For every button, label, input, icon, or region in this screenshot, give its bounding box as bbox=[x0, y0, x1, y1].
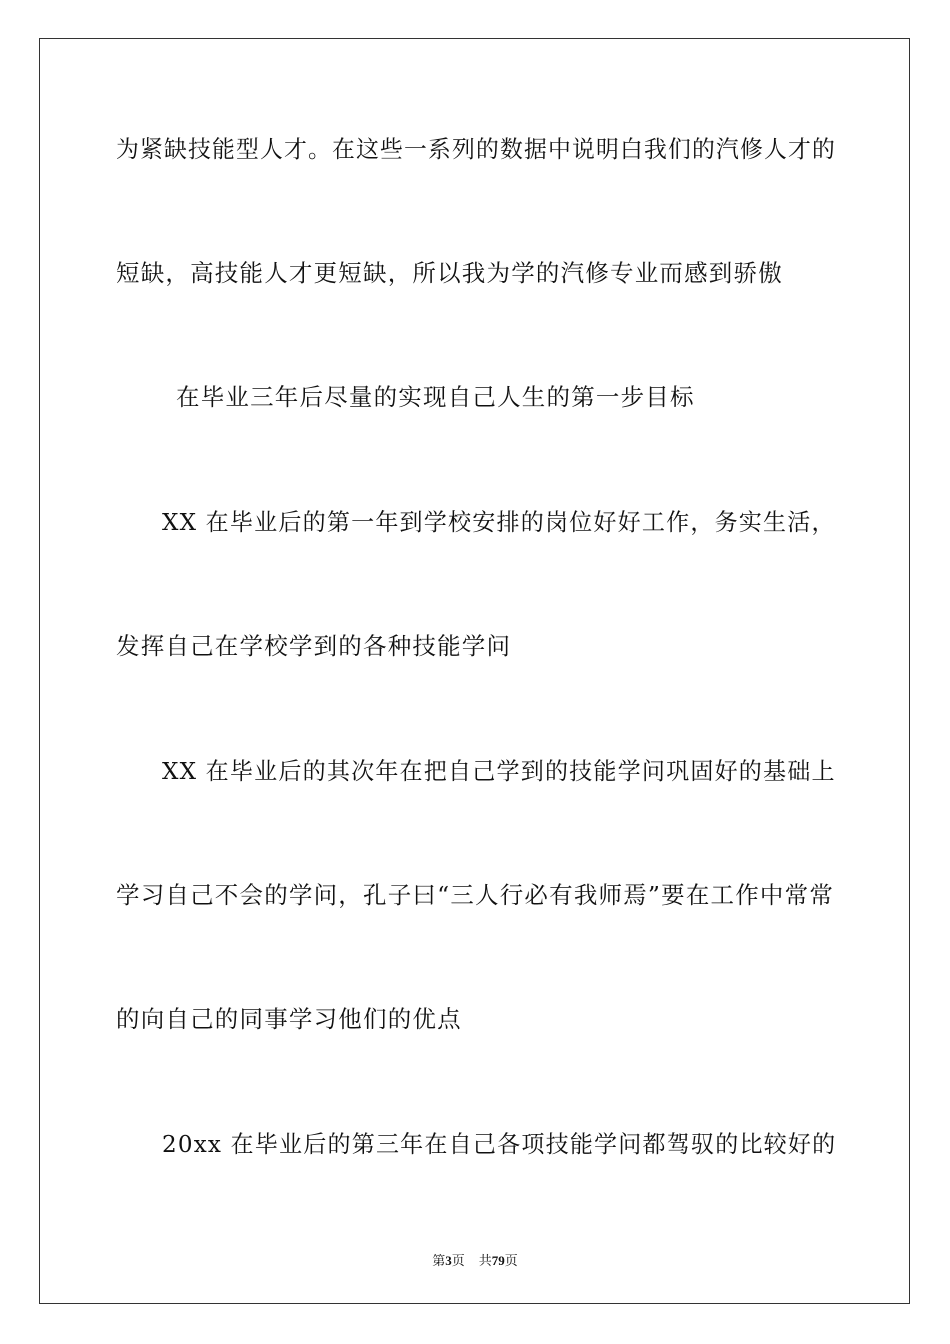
body-line-4: XX 在毕业后的第一年到学校安排的岗位好好工作，务实生活， bbox=[162, 508, 836, 536]
total-prefix: 共 bbox=[478, 1253, 492, 1268]
body-line-8: 的向自己的同事学习他们的优点 bbox=[116, 1005, 462, 1033]
body-line-9: 20xx 在毕业后的第三年在自己各项技能学问都驾驭的比较好的 bbox=[162, 1130, 837, 1158]
body-line-1: 为紧缺技能型人才。在这些一系列的数据中说明白我们的汽修人才的 bbox=[116, 135, 836, 163]
section-heading: 在毕业三年后尽量的实现自己人生的第一步目标 bbox=[176, 383, 695, 411]
current-page-number: 3 bbox=[445, 1253, 452, 1268]
body-line-6: XX 在毕业后的其次年在把自己学到的技能学问巩固好的基础上 bbox=[162, 757, 836, 785]
page-border bbox=[39, 38, 910, 1304]
body-line-5: 发挥自己在学校学到的各种技能学问 bbox=[116, 632, 512, 660]
page-prefix: 第 bbox=[432, 1253, 446, 1268]
page-footer bbox=[0, 1250, 950, 1269]
page-suffix: 页 bbox=[451, 1253, 465, 1268]
total-suffix: 页 bbox=[504, 1253, 518, 1268]
body-line-2: 短缺，高技能人才更短缺，所以我为学的汽修专业而感到骄傲 bbox=[116, 259, 783, 287]
body-line-7: 学习自己不会的学问，孔子曰“三人行必有我师焉”要在工作中常常 bbox=[116, 881, 835, 909]
total-pages-number: 79 bbox=[491, 1253, 505, 1268]
